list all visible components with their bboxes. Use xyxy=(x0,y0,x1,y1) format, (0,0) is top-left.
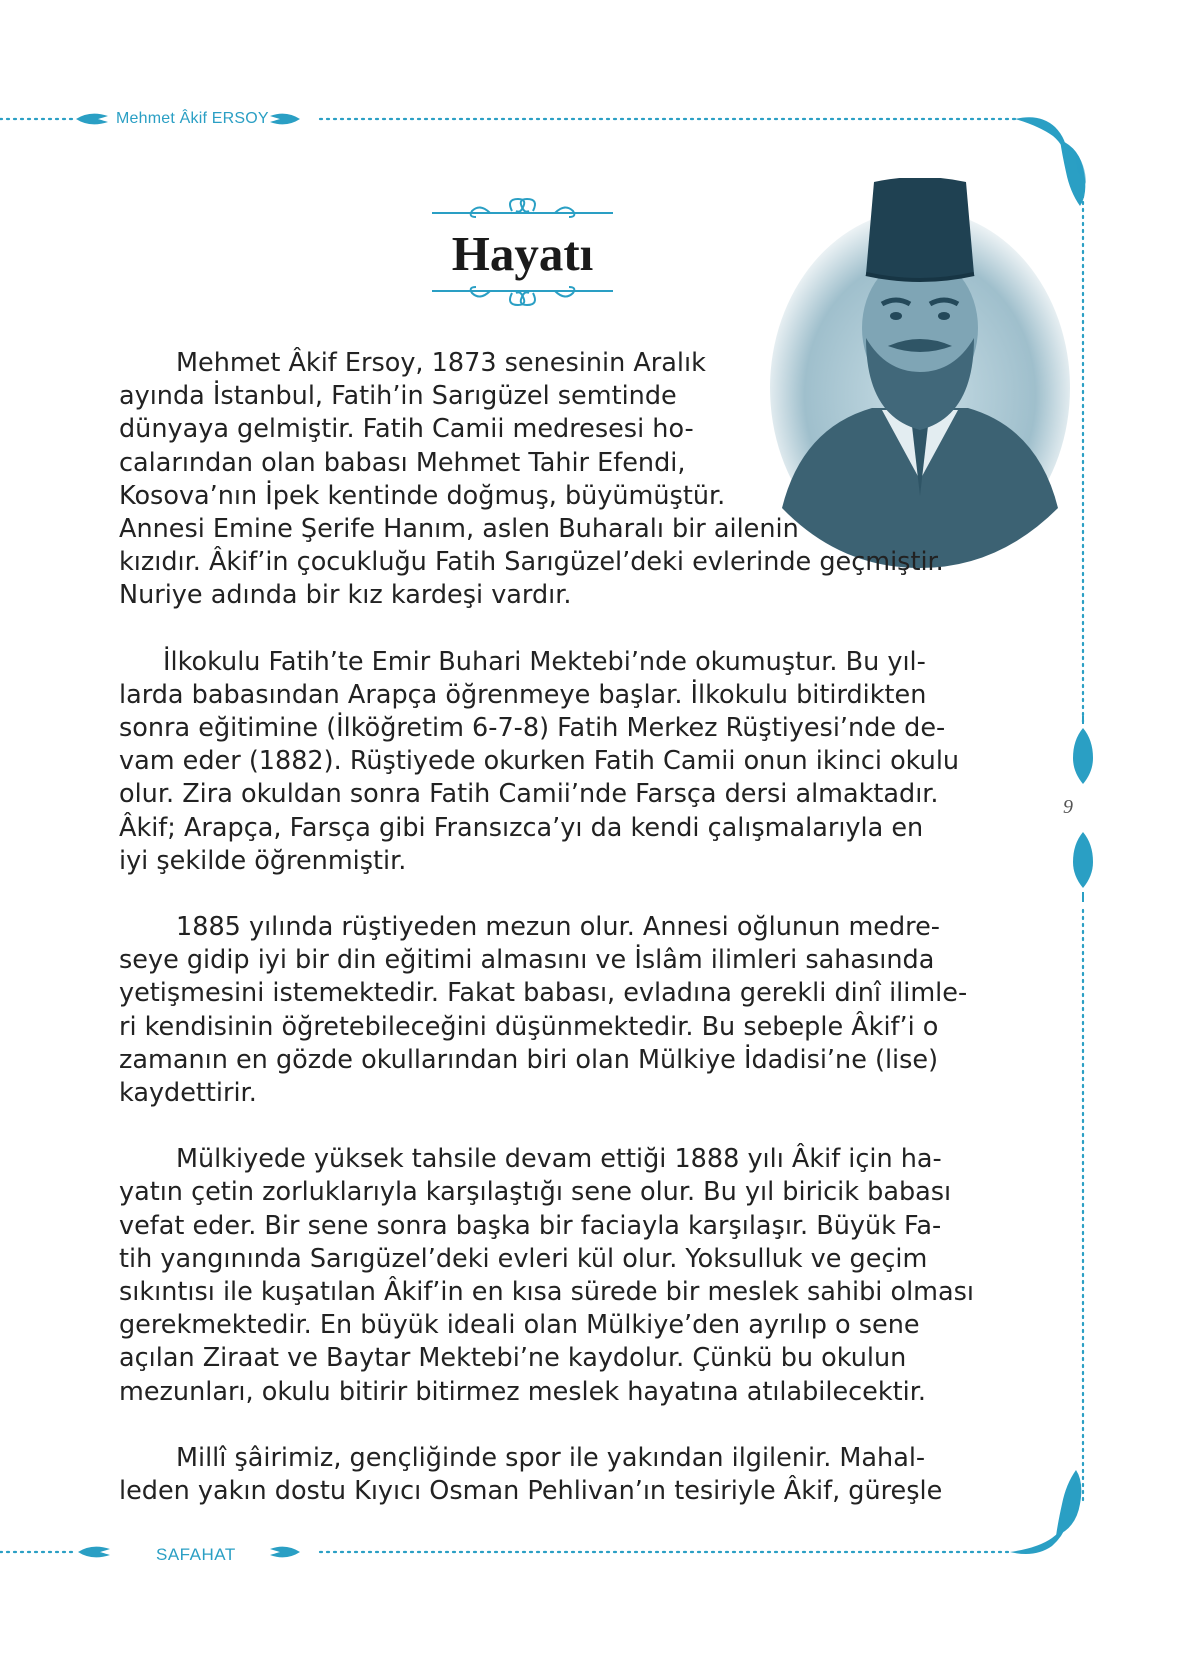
text-line: ayında İstanbul, Fatih’in Sarıgüzel semtinde xyxy=(119,381,677,412)
text-line: vam eder (1882). Rüştiyede okurken Fatih Camii onun ikinci okulu xyxy=(119,746,960,777)
text-line: zamanın en gözde okullarından biri olan Mülkiye İdadisi’ne (lise) xyxy=(119,1044,939,1075)
text-line: Nuriye adında bir kız kardeşi vardır. xyxy=(119,580,572,611)
text-line: dünyaya gelmiştir. Fatih Camii medresesi ho- xyxy=(119,414,694,445)
paragraph-3 xyxy=(119,911,995,1110)
paragraph-5 xyxy=(119,1442,995,1508)
text-line: yatın çetin zorluklarıyla karşılaştığı sene olur. Bu yıl biricik babası xyxy=(119,1177,952,1208)
text-line: Mülkiyede yüksek tahsile devam ettiği 1888 yılı Âkif için ha- xyxy=(176,1144,942,1175)
text-line: açılan Ziraat ve Baytar Mektebi’ne kaydolur. Çünkü bu okulun xyxy=(119,1343,907,1374)
text-line: kaydettirir. xyxy=(119,1078,257,1109)
article-body xyxy=(119,347,995,1541)
text-line: sıkıntısı ile kuşatılan Âkif’in en kısa sürede bir meslek sahibi olması xyxy=(119,1277,974,1308)
paragraph-4 xyxy=(119,1143,995,1409)
page-number: 9 xyxy=(1063,796,1073,818)
running-footer: SAFAHAT xyxy=(156,1545,236,1564)
text-line: ri kendisinin öğretebileceğini düşünmektedir. Bu sebeple Âkif’i o xyxy=(119,1011,939,1042)
text-line: yetişmesini istemektedir. Fakat babası, evladına gerekli dinî ilimle- xyxy=(119,978,968,1009)
text-line: İlkokulu Fatih’te Emir Buhari Mektebi’nde okumuştur. Bu yıl- xyxy=(163,646,926,677)
text-line: olur. Zira okuldan sonra Fatih Camii’nde Farsça dersi almaktadır. xyxy=(119,779,939,810)
text-line: leden yakın dostu Kıyıcı Osman Pehlivan’ın tesiriyle Âkif, güreşle xyxy=(119,1476,943,1507)
text-line: tih yangınında Sarıgüzel’deki evleri kül olur. Yoksulluk ve geçim xyxy=(119,1243,928,1274)
text-line: mezunları, okulu bitirir bitirmez meslek hayatına atılabilecektir. xyxy=(119,1376,926,1407)
text-line: seye gidip iyi bir din eğitimi almasını ve İslâm ilimleri sahasında xyxy=(119,945,935,976)
running-header: Mehmet Âkif ERSOY xyxy=(116,110,269,127)
text-line: 1885 yılında rüştiyeden mezun olur. Annesi oğlunun medre- xyxy=(176,912,940,943)
title-ornament-bottom-icon xyxy=(430,285,615,309)
paragraph-1 xyxy=(119,347,995,613)
section-title: Hayatı xyxy=(451,226,594,281)
paragraph-2 xyxy=(119,646,995,878)
text-line: Kosova’nın İpek kentinde doğmuş, büyümüştür. xyxy=(119,480,726,511)
text-line: Millî şâirimiz, gençliğinde spor ile yakından ilgilenir. Mahal- xyxy=(176,1442,926,1473)
text-line: kızıdır. Âkif’in çocukluğu Fatih Sarıgüzel’deki evlerinde geçmiştir. xyxy=(119,547,944,578)
title-ornament-top-icon xyxy=(430,195,615,219)
text-line: Annesi Emine Şerife Hanım, aslen Buharalı bir ailenin xyxy=(119,514,799,545)
section-title-block xyxy=(430,195,615,313)
text-line: iyi şekilde öğrenmiştir. xyxy=(119,845,407,876)
text-line: Âkif; Arapça, Farsça gibi Fransızca’yı da kendi çalışmalarıyla en xyxy=(119,812,924,843)
text-line: vefat eder. Bir sene sonra başka bir faciayla karşılaşır. Büyük Fa- xyxy=(119,1210,942,1241)
text-line: larda babasından Arapça öğrenmeye başlar. İlkokulu bitirdikten xyxy=(119,679,927,710)
text-line: Mehmet Âkif Ersoy, 1873 senesinin Aralık xyxy=(176,348,706,378)
text-line: sonra eğitimine (İlköğretim 6-7-8) Fatih Merkez Rüştiyesi’nde de- xyxy=(119,713,946,744)
text-line: calarından olan babası Mehmet Tahir Efendi, xyxy=(119,447,686,478)
text-line: gerekmektedir. En büyük ideali olan Mülkiye’den ayrılıp o sene xyxy=(119,1310,920,1341)
